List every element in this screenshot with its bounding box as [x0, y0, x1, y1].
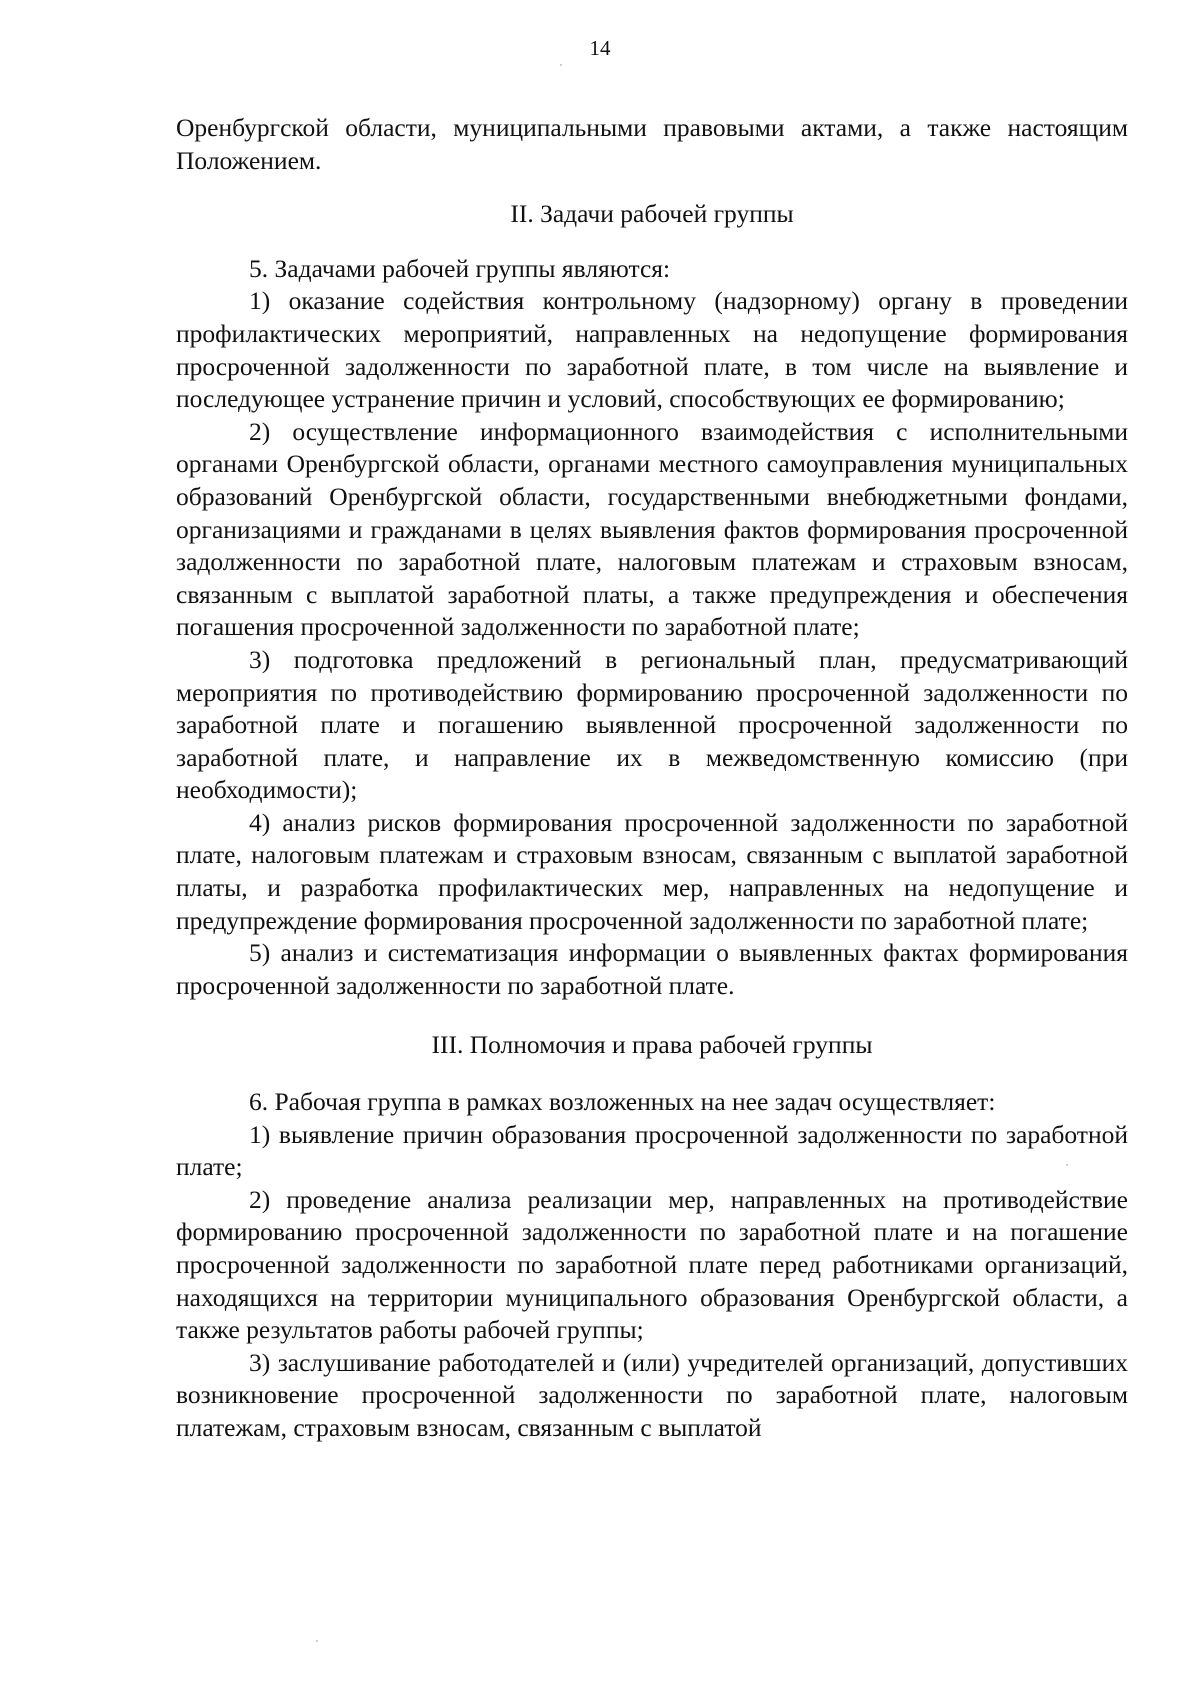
section-2-intro: 5. Задачами рабочей группы являются:: [249, 253, 671, 283]
task-item-2: 2) осуществление информационного взаимодействия с исполнительными органами Оренбургской области, органами местного самоуправления муниципальных образований Оренбургской области, государственными внебюджетными фондами, организациями и гражданами в целях выявления фактов формирования просроченной задолженности по заработной плате, налоговым платежам и страховым взносам, связанным с выплатой заработной платы, а также предупреждения и обеспечения погашения просроченной задолженности по заработной плате;: [176, 416, 1128, 642]
task-item-3: 3) подготовка предложений в региональный план, предусматривающий мероприятия по противодействию формированию просроченной задолженности по заработной плате и погашению выявленной просроченной задолженности по заработной плате, и направление их в межведомственную комиссию (при необходимости);: [176, 644, 1128, 805]
task-item-1: 1) оказание содействия контрольному (надзорному) органу в проведении профилактических мероприятий, направленных на недопущение формирования просроченной задолженности по заработной плате, в том числе на выявление и последующее устранение причин и условий, способствующих ее формированию;: [176, 286, 1128, 414]
page-number: 14: [589, 36, 611, 60]
section-3-intro: 6. Рабочая группа в рамках возложенных на нее задач осуществляет:: [249, 1087, 996, 1117]
section-2-heading: II. Задачи рабочей группы: [510, 199, 794, 229]
scan-speck: [560, 64, 562, 66]
task-item-4: 4) анализ рисков формирования просроченной задолженности по заработной плате, налоговым платежам и страховым взносам, связанным с выплатой заработной платы, и разработка профилактических мер, направленных на недопущение и предупреждение формирования просроченной задолженности по заработной плате;: [176, 807, 1128, 935]
authority-item-2: 2) проведение анализа реализации мер, направленных на противодействие формированию просроченной задолженности по заработной плате и на погашение просроченной задолженности по заработной плате перед работниками организаций, находящихся на территории муниципального образования Оренбургской области, а также результатов работы рабочей группы;: [176, 1184, 1128, 1345]
task-item-5: 5) анализ и систематизация информации о выявленных фактах формирования просроченной задолженности по заработной плате.: [176, 938, 1128, 1000]
scan-speck: [316, 1640, 318, 1642]
section-3-heading: III. Полномочия и права рабочей группы: [431, 1030, 873, 1060]
document-body: [176, 112, 1128, 1445]
continuation-paragraph: Оренбургской области, муниципальными правовыми актами, а также настоящим Положением.: [176, 113, 1128, 175]
authority-item-1: 1) выявление причин образования просроченной задолженности по заработной плате;: [176, 1119, 1128, 1182]
authority-item-3: 3) заслушивание работодателей и (или) учредителей организаций, допустивших возникновение просроченной задолженности по заработной плате, налоговым платежам, страховым взносам, связанным с выплатой: [176, 1347, 1128, 1442]
scan-speck: [1066, 1164, 1068, 1166]
